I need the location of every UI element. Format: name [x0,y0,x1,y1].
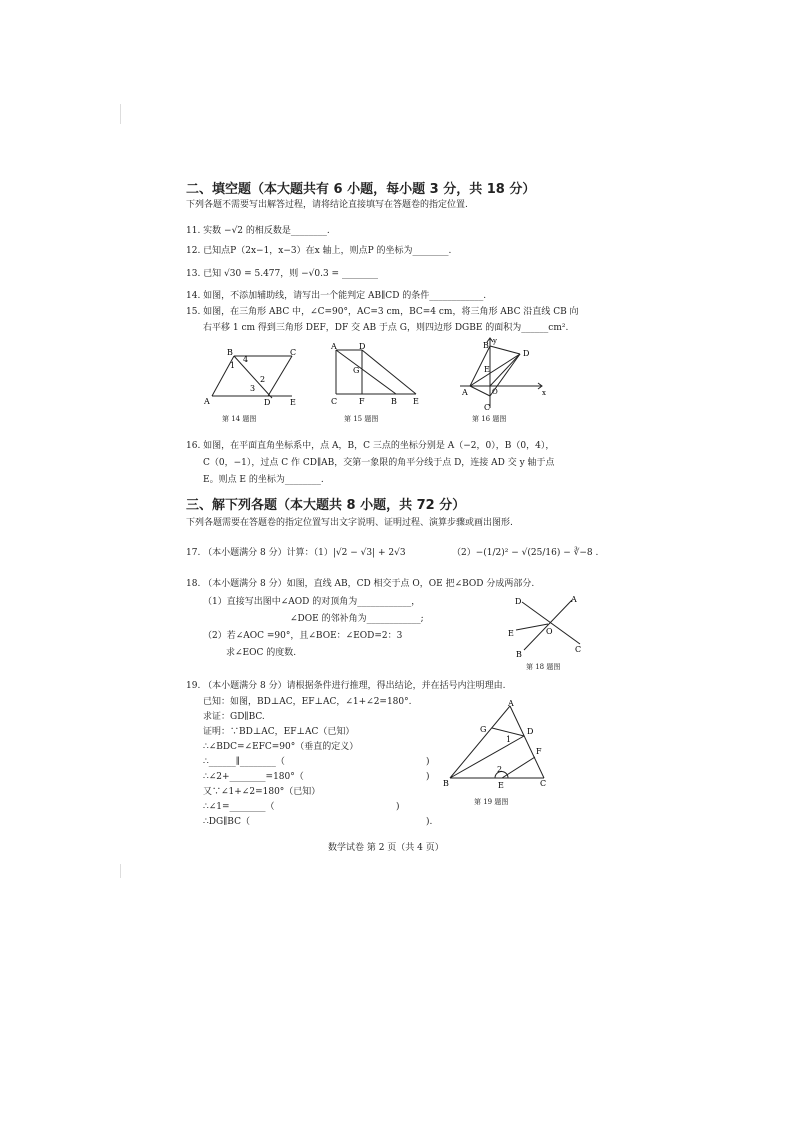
question-19-step3: ∴______∥________（ [203,757,285,767]
label-c: C [540,779,547,788]
label-a: A [331,342,337,351]
label-o: O [492,388,498,396]
section-3-title: 三、解下列各题（本大题共 8 小题，共 72 分） [186,498,466,513]
label-c: C [575,645,582,654]
section-3-instruction: 下列各题需要在答题卷的指定位置写出文字说明、证明过程、演算步骤或画出图形. [186,518,513,528]
question-14: 14. 如图，不添加辅助线，请写出一个能判定 AB∥CD 的条件____________. [186,291,487,301]
question-19-step3-close: ) [426,757,430,767]
line-bd [450,736,524,778]
label-c: C [290,348,297,357]
label-f: F [536,747,542,756]
question-12: 12. 已知点P（2x−1，x−3）在x 轴上，则点P 的坐标为________. [186,246,452,256]
figure-18 [504,592,584,658]
question-15-line2: 右平移 1 cm 得到三角形 DEF，DF 交 AB 于点 G，则四边形 DGBE 的面积为______cm². [203,323,569,333]
section-2-instruction: 下列各题不需要写出解答过程，请将结论直接填写在答题卷的指定位置. [186,200,468,210]
question-18-part1b: ∠DOE 的邻补角为____________; [290,614,424,624]
question-19-step2: ∴∠BDC=∠EFC=90°（垂直的定义） [203,742,359,752]
question-11: 11. 实数 −√2 的相反数是________. [186,226,330,236]
caption-figure-14: 第 14 题图 [222,415,257,423]
label-a: A [204,397,210,406]
label-g: G [480,725,487,734]
label-e: E [290,398,296,407]
label-f: F [359,397,365,406]
question-19-step1: 证明：∵BD⊥AC，EF⊥AC（已知） [203,727,355,737]
label-b: B [227,348,233,357]
line-ac [510,706,544,778]
label-a: A [571,595,577,604]
question-18-part2b: 求∠EOC 的度数. [226,648,297,658]
label-e: E [508,629,514,638]
label-angle-3: 3 [250,384,256,393]
label-g: G [353,366,360,375]
caption-figure-19: 第 19 题图 [474,798,509,806]
question-19-step4-close: ) [426,772,430,782]
line-dc [522,602,580,644]
question-17-part2: （2）−(1/2)² − √(25/16) − ∛−8 . [452,548,599,558]
label-e: E [498,781,504,790]
line-cd [268,356,292,396]
label-a: A [508,700,514,708]
label-d: D [515,597,522,606]
label-angle-2: 2 [497,765,503,774]
label-angle-1: 1 [230,361,236,370]
label-d: D [527,727,534,736]
section-2-title: 二、填空题（本大题共有 6 小题，每小题 3 分，共 18 分） [186,182,536,197]
label-angle-2: 2 [260,375,266,384]
line-ab [524,600,572,650]
question-18-part2a: （2）若∠AOC =90°，且∠BOE：∠EOD=2：3 [203,631,403,641]
label-d: D [264,398,271,407]
question-16-line2: C（0，−1），过点 C 作 CD∥AB，交第一象限的角平分线于点 D，连接 AD 交 y 轴于点 [203,458,555,468]
line-ab [336,350,396,394]
question-18-part1a: （1）直接写出图中∠AOD 的对顶角为____________， [203,597,421,607]
question-19-prove: 求证：GD∥BC. [203,712,265,722]
label-angle-4: 4 [243,355,249,364]
question-19-step7: ∴DG∥BC（ [203,817,250,827]
label-y: y [493,337,497,345]
line-ac [470,386,490,396]
question-19-step6: ∴∠1=________（ [203,802,275,812]
question-19-step6-close: ) [396,802,400,812]
caption-figure-18: 第 18 题图 [526,663,561,671]
question-19-step5: 又∵∠1+∠2=180°（已知） [203,787,321,797]
label-b: B [391,397,397,406]
question-15-line1: 15. 如图，在三角形 ABC 中，∠C=90°，AC=3 cm，BC=4 cm，将三角形 ABC 沿直线 CB 向 [186,307,579,317]
figure-19 [440,700,556,796]
scan-mark-top [120,104,121,124]
question-16-line3: E。则点 E 的坐标为________. [203,475,324,485]
line-bd [490,346,520,354]
line-de [362,350,416,394]
question-17-stem: 17. （本小题满分 8 分）计算：（1）|√2 − √3| + 2√3 [186,548,406,558]
label-b: B [516,650,522,658]
label-b: B [483,341,489,350]
figure-14 [200,344,312,408]
caption-figure-16: 第 16 题图 [472,415,507,423]
label-x: x [542,389,546,397]
label-d: D [359,342,366,351]
question-16-line1: 16. 如图，在平面直角坐标系中，点 A，B，C 三点的坐标分别是 A（−2，0），B（0，4）， [186,441,555,451]
question-19-given: 已知：如图，BD⊥AC，EF⊥AC，∠1+∠2=180°. [203,697,412,707]
label-b: B [443,779,449,788]
question-19-step4: ∴∠2+________=180°（ [203,772,304,782]
question-19-stem: 19. （本小题满分 8 分）请根据条件进行推理，得出结论，并在括号内注明理由. [186,681,506,691]
scan-mark-bottom [120,864,121,878]
caption-figure-15: 第 15 题图 [344,415,379,423]
label-c: C [331,397,338,406]
question-13: 13. 已知 √30 = 5.477，则 −√0.3 = ________ [186,269,378,279]
label-angle-1: 1 [506,735,512,744]
label-e: E [484,365,490,374]
label-o: O [546,627,553,636]
label-a: A [462,388,468,397]
page-footer: 数学试卷 第 2 页（共 4 页） [328,843,444,853]
figure-16 [456,334,556,414]
ray-oe [516,624,548,630]
question-19-step7-close: ). [426,817,433,827]
label-d: D [523,349,530,358]
label-e: E [413,397,419,406]
question-18-stem: 18. （本小题满分 8 分）如图，直线 AB，CD 相交于点 O，OE 把∠BOD 分成两部分. [186,579,535,589]
figure-15 [326,340,424,412]
label-c: C [484,403,491,412]
